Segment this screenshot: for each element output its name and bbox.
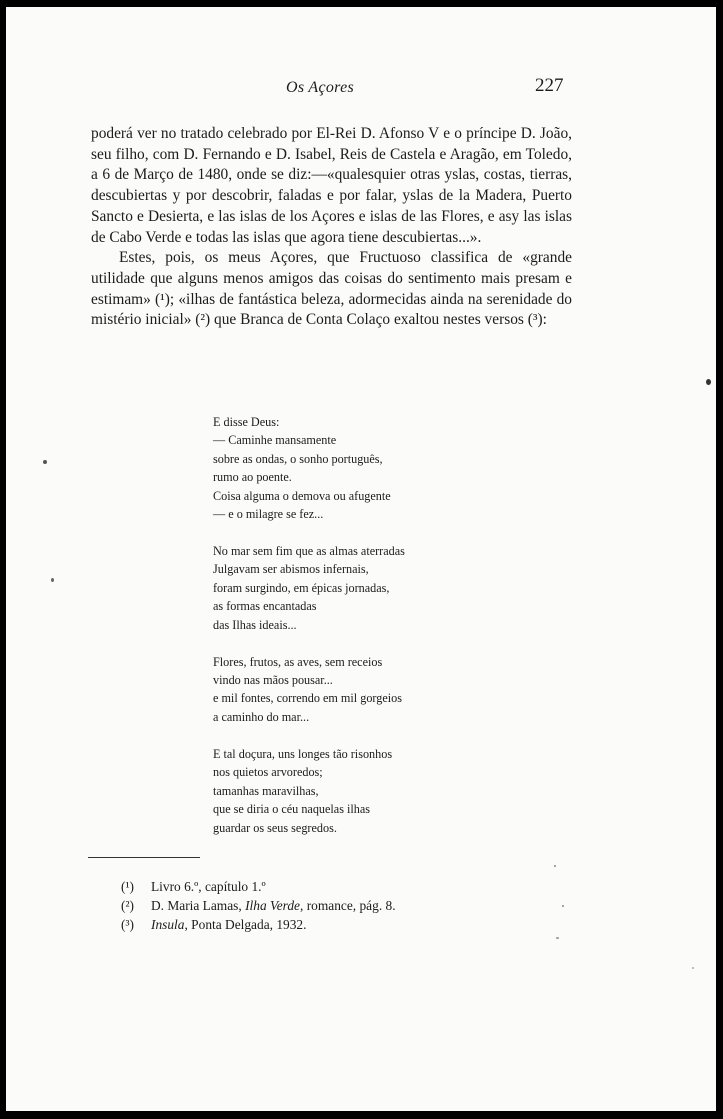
poem-line: Julgavam ser abismos infernais, xyxy=(213,562,369,577)
poem-stanza-3 xyxy=(213,653,533,727)
poem-line: foram surgindo, em épicas jornadas, xyxy=(213,580,390,595)
paragraph-2-part-3: que Branca de Conta Colaço exaltou nestes versos xyxy=(210,311,528,329)
poem-line: as formas encantadas xyxy=(213,599,317,614)
poem-line: e mil fontes, correndo em mil gorgeios xyxy=(213,691,402,706)
footnote-1 xyxy=(121,877,396,896)
paragraph-2-part-2: ; «ilhas de fantástica beleza, adormecidas ainda na serenidade do mistério inicial» xyxy=(91,290,572,329)
scan-speck xyxy=(706,379,711,385)
poem-line: — e o milagre se fez... xyxy=(213,507,324,522)
footnote-marker: (²) xyxy=(121,898,134,914)
footnote-text-italic: Ilha Verde xyxy=(245,898,300,914)
scan-speck xyxy=(556,937,559,939)
footnote-text: Livro 6.º, capítulo 1.º xyxy=(151,879,266,894)
page-number: 227 xyxy=(535,75,564,96)
footnote-text-pre: D. Maria Lamas, xyxy=(151,898,246,914)
book-page xyxy=(6,7,716,1111)
footnotes xyxy=(121,877,396,935)
footnote-3 xyxy=(121,915,396,934)
poem-stanza-4 xyxy=(213,745,533,837)
scan-speck xyxy=(554,865,556,867)
poem-stanza-1 xyxy=(213,413,533,523)
poem-line: das Ilhas ideais... xyxy=(213,617,297,632)
poem-line: Coisa alguma o demova ou afugente xyxy=(213,488,391,503)
poem-line: Flores, frutos, as aves, sem receios xyxy=(213,654,383,669)
scan-speck xyxy=(43,460,47,464)
poem-line: E tal doçura, uns longes tão risonhos xyxy=(213,746,393,761)
poem xyxy=(213,413,533,856)
footnote-2 xyxy=(121,896,396,915)
footnote-text-post: , romance, pág. 8. xyxy=(300,898,396,914)
footnote-ref-1: (¹) xyxy=(155,290,170,308)
footnote-marker: (¹) xyxy=(121,879,134,894)
footnote-marker: (³) xyxy=(121,917,134,933)
scan-speck xyxy=(51,578,54,582)
poem-line: guardar os seus segredos. xyxy=(213,820,337,835)
poem-line: tamanhas maravilhas, xyxy=(213,783,319,798)
footnote-text-italic: Insula xyxy=(151,917,185,933)
footnote-divider xyxy=(88,857,200,858)
paragraph-2-part-1: Estes, pois, os meus Açores, que Fructuoso classifica de «grande utilidade que alguns menos amigos das coisas do sentimento mais presam e estimam» xyxy=(91,249,572,308)
paragraph-2 xyxy=(91,248,572,331)
poem-line: No mar sem fim que as almas aterradas xyxy=(213,544,405,559)
poem-line: que se diria o céu naquelas ilhas xyxy=(213,802,371,817)
scan-speck xyxy=(562,905,564,907)
paragraph-1: poderá ver no tratado celebrado por El-Rei D. Afonso V e o príncipe D. João, seu filho, com D. Fernando e D. Isabel, Reis de Castela e Aragão, em Toledo, a 6 de Março de 1480, onde se diz:—«qualesquier otras yslas, costas, tierras, descubiertas y por descobrir, faladas e por falar, yslas de la Madera, Puerto Sancto e Desierta, e las islas de los Açores e islas de las Flores, e asy las islas de Cabo Verde e todas las islas que agora tiene descubiertas...». xyxy=(91,125,572,246)
poem-line: rumo ao poente. xyxy=(213,470,292,485)
poem-line: a caminho do mar... xyxy=(213,709,310,724)
scan-speck xyxy=(692,967,694,969)
poem-line: — Caminhe mansamente xyxy=(213,433,337,448)
poem-line: vindo nas mãos pousar... xyxy=(213,673,333,688)
footnote-text-post: , Ponta Delgada, 1932. xyxy=(184,917,307,933)
running-header-title: Os Açores xyxy=(286,79,355,96)
paragraph-2-part-4: : xyxy=(542,311,547,329)
footnote-ref-2: (²) xyxy=(195,311,211,329)
poem-stanza-2 xyxy=(213,542,533,634)
footnote-ref-3: (³) xyxy=(527,311,543,329)
poem-line: nos quietos arvoredos; xyxy=(213,765,323,780)
body-text xyxy=(91,124,572,331)
poem-line: sobre as ondas, o sonho português, xyxy=(213,451,383,466)
poem-line: E disse Deus: xyxy=(213,415,280,429)
